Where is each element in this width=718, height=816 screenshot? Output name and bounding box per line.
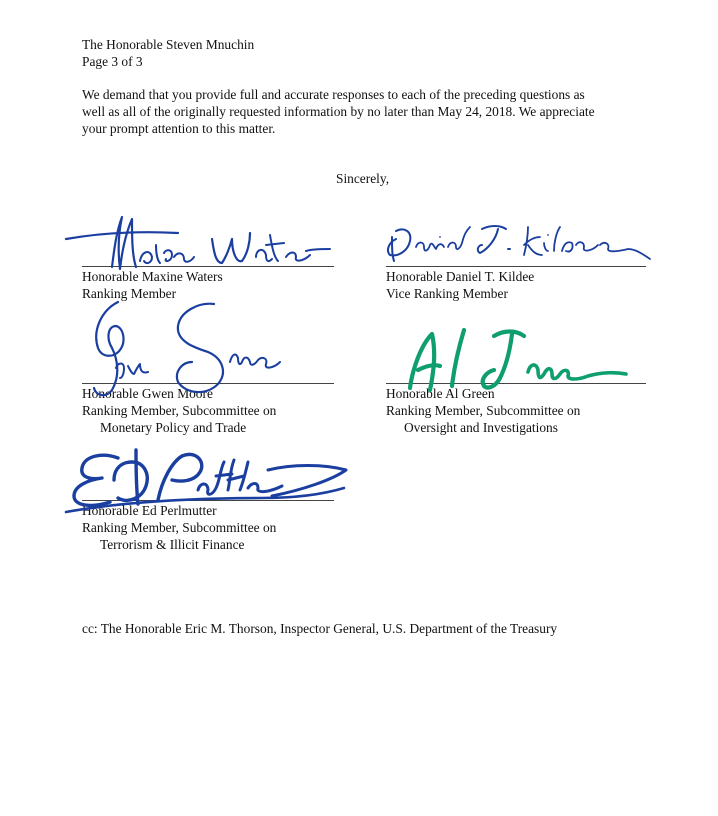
signer-subtitle-perlmutter: Terrorism & Illicit Finance — [100, 537, 245, 552]
signer-title-perlmutter: Ranking Member, Subcommittee on — [82, 520, 277, 535]
signature-moore-image — [78, 296, 298, 404]
signature-waters-image — [60, 205, 340, 305]
page-label: Page 3 of 3 — [82, 54, 143, 69]
signer-subtitle-moore: Monetary Policy and Trade — [100, 420, 247, 435]
addressee: The Honorable Steven Mnuchin — [82, 37, 255, 52]
body-line-2: well as all of the originally requested information by no later than May 24, 2018. We appreciate — [82, 104, 595, 119]
signature-perlmutter-image — [62, 440, 352, 524]
signer-name-green: Honorable Al Green — [386, 386, 495, 401]
body-line-1: We demand that you provide full and accurate responses to each of the preceding questions as — [82, 87, 585, 102]
body-paragraph — [82, 86, 652, 137]
signer-title-moore: Ranking Member, Subcommittee on — [82, 403, 277, 418]
signer-title-kildee: Vice Ranking Member — [386, 286, 508, 301]
signer-name-moore: Honorable Gwen Moore — [82, 386, 213, 401]
closing: Sincerely, — [336, 171, 390, 186]
signer-title-green: Ranking Member, Subcommittee on — [386, 403, 581, 418]
signer-name-perlmutter: Honorable Ed Perlmutter — [82, 503, 217, 518]
signature-kildee-image — [378, 215, 658, 275]
body-line-3: your prompt attention to this matter. — [82, 121, 276, 136]
signer-title-waters: Ranking Member — [82, 286, 177, 301]
cc-line: cc: The Honorable Eric M. Thorson, Inspector General, U.S. Department of the Treasury — [82, 621, 558, 636]
signature-green-image — [398, 316, 638, 400]
signer-name-kildee: Honorable Daniel T. Kildee — [386, 269, 535, 284]
signer-subtitle-green: Oversight and Investigations — [404, 420, 558, 435]
signer-name-waters: Honorable Maxine Waters — [82, 269, 223, 284]
